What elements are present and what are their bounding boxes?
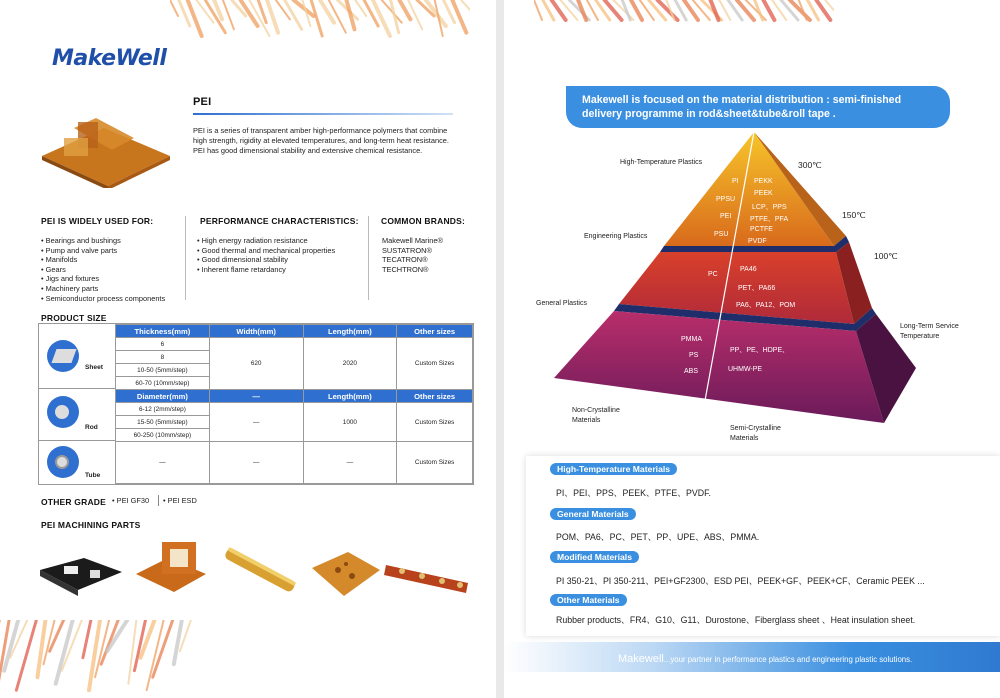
label-line: Non-Crystalline: [572, 407, 620, 414]
pyramid-item: PEI: [720, 213, 732, 220]
right-page: [504, 0, 1000, 698]
column-divider: [368, 216, 369, 300]
materials-text: PI、PEI、PPS、PEEK、PTFE、PVDF.: [556, 488, 711, 498]
decorative-rays-top-left: [170, 0, 470, 40]
amber-plate-image: [308, 548, 384, 604]
pyramid-item: PA6、PA12、POM: [736, 302, 796, 309]
list-item: TECHTRON®: [382, 264, 429, 274]
pyramid-item: PI: [732, 178, 739, 185]
list-item: • Good dimensional stability: [197, 255, 288, 265]
col-diameter: Diameter(mm): [116, 390, 210, 403]
footer-text: [618, 649, 912, 667]
title-underline: [193, 113, 453, 115]
list-item: • Manifolds: [41, 255, 78, 265]
product-size-heading: PRODUCT SIZE: [41, 313, 107, 323]
pyramid-item: PMMA: [681, 336, 702, 343]
pyramid-item: PP、PE、HDPE、: [730, 347, 790, 354]
temp-100: 100℃: [874, 251, 898, 261]
uses-heading: PEI IS WIDELY USED FOR:: [41, 216, 154, 226]
tube-label: Tube: [85, 472, 101, 479]
materials-label: Modified Materials: [550, 551, 639, 563]
pyramid-item: PSU: [714, 231, 729, 238]
performance-heading: PERFORMANCE CHARACTERISTICS:: [200, 216, 359, 226]
table-cell: 6: [116, 338, 210, 351]
brands-list: [382, 236, 443, 274]
col-other: Other sizes: [397, 390, 473, 403]
pyramid-top-tier: [664, 132, 834, 246]
list-item: • High energy radiation resistance: [197, 236, 308, 245]
column-divider: [185, 216, 186, 300]
table-cell: 8: [116, 351, 210, 364]
left-page: [0, 0, 496, 698]
axis-label-line: Long-Term Service: [900, 323, 959, 330]
table-cell: —: [116, 442, 210, 484]
makewell-logo: MakeWell: [52, 46, 167, 71]
intro-paragraph-1: PEI is a series of transparent amber high-performance polymers that combine high strength, rigidity at elevated temperatures, and long-term heat resistance.: [193, 126, 449, 145]
table-cell: —: [303, 442, 397, 484]
intro-text: [193, 126, 458, 156]
sheet-label: Sheet: [85, 364, 103, 371]
machining-heading: PEI MACHINING PARTS: [41, 520, 141, 530]
label-semi-crystalline: [730, 424, 781, 444]
pyramid-item: PC: [708, 271, 718, 278]
sheet-cell: [39, 324, 116, 389]
col-length: Length(mm): [303, 390, 397, 403]
pyramid-item: PTFE、PFA: [750, 216, 789, 223]
footer-bar: [504, 642, 1000, 672]
banner-line-2: delivery programme in rod&sheet&tube&roll tape .: [582, 108, 836, 120]
label-line: Semi-Crystalline: [730, 425, 781, 432]
materials-text: Rubber products、FR4、G10、G11、Durostone、Fiberglass sheet 、Heat insulation sheet.: [556, 615, 916, 625]
tube-cell: [39, 440, 116, 484]
col-thickness: Thickness(mm): [116, 325, 210, 338]
axis-label-service-temperature: [900, 322, 959, 342]
materials-text: POM、PA6、PC、PET、PP、UPE、ABS、PMMA.: [556, 532, 760, 542]
decorative-rays-top-right: [534, 0, 834, 50]
label-line: Materials: [730, 435, 759, 442]
table-cell: —: [209, 403, 303, 442]
pyramid-item: ABS: [684, 368, 699, 375]
footer-tagline: ...your partner in performance plastics and engineering plastic solutions.: [663, 655, 913, 664]
grade-divider: [158, 495, 159, 506]
materials-text: PI 350-21、PI 350-211、PEI+GF2300、ESD PEI、PEEK+GF、PEEK+CF、Ceramic PEEK ...: [556, 576, 925, 586]
temp-300: 300℃: [798, 160, 822, 170]
table-cell: 10-50 (5mm/step): [116, 364, 210, 377]
intro-paragraph-2: PEI has good dimensional stability and extensive chemical resistance.: [193, 146, 423, 155]
amber-pin-image: [218, 545, 302, 595]
pyramid-item: PCTFE: [750, 226, 773, 233]
table-cell: —: [209, 442, 303, 484]
banner-text: [582, 93, 952, 121]
page-title: PEI: [193, 96, 212, 108]
pyramid-item: PPSU: [716, 196, 736, 203]
uses-list: [41, 236, 165, 303]
sheet-icon: [47, 340, 79, 372]
list-item: • Jigs and fixtures: [41, 274, 100, 284]
list-item: SUSTATRON®: [382, 245, 432, 255]
banner: [566, 86, 950, 128]
table-cell: Custom Sizes: [397, 442, 473, 484]
list-item: Makewell Marine®: [382, 236, 443, 245]
performance-list: [197, 236, 335, 274]
axis-label-line: Temperature: [900, 333, 940, 340]
list-item: TECATRON®: [382, 255, 428, 265]
table-cell: 60-70 (10mm/step): [116, 377, 210, 390]
list-item: • Inherent flame retardancy: [197, 264, 286, 274]
col-dash: —: [209, 390, 303, 403]
label-line: Materials: [572, 417, 601, 424]
product-size-table: [38, 323, 474, 485]
table-cell: Custom Sizes: [397, 338, 473, 390]
brands-heading: COMMON BRANDS:: [381, 216, 466, 226]
list-item: • Pump and valve parts: [41, 245, 118, 255]
table-cell: 2020: [303, 338, 397, 390]
pyramid-item: PEKK: [754, 178, 773, 185]
tube-icon: [47, 446, 79, 478]
col-length: Length(mm): [303, 325, 397, 338]
other-grade-item: • PEI GF30: [112, 496, 150, 505]
pyramid-item: PEEK: [754, 190, 773, 197]
amber-frame-image: [128, 540, 210, 598]
tier-label-general: General Plastics: [536, 300, 587, 307]
page-gutter: [496, 0, 504, 698]
list-item: • Machinery parts: [41, 283, 99, 293]
black-part-image: [34, 550, 126, 598]
pyramid-item: PVDF: [748, 238, 767, 245]
materials-label: High-Temperature Materials: [550, 463, 677, 475]
materials-label: General Materials: [550, 508, 636, 520]
banner-line-1: Makewell is focused on the material distribution : semi-finished: [582, 94, 902, 106]
materials-panel: [526, 456, 1000, 636]
label-non-crystalline: [572, 406, 620, 426]
list-item: • Good thermal and mechanical properties: [197, 245, 336, 255]
list-item: • Semiconductor process components: [41, 293, 166, 303]
temp-150: 150℃: [842, 210, 866, 220]
pyramid-item: PA46: [740, 266, 757, 273]
other-grade-heading: OTHER GRADE: [41, 497, 107, 507]
materials-label: Other Materials: [550, 594, 627, 606]
pyramid-item: PS: [689, 352, 699, 359]
list-item: • Gears: [41, 264, 66, 274]
table-cell: 6-12 (2mm/step): [116, 403, 210, 416]
col-other: Other sizes: [397, 325, 473, 338]
table-cell: 620: [209, 338, 303, 390]
size-grid: [115, 324, 473, 484]
pei-sheet-image: [34, 108, 174, 188]
table-cell: 1000: [303, 403, 397, 442]
table-cell: 15-50 (5mm/step): [116, 416, 210, 429]
rod-icon: [47, 396, 79, 428]
table-cell: 60-250 (10mm/step): [116, 429, 210, 442]
list-item: • Bearings and bushings: [41, 236, 121, 245]
pyramid-item: UHMW-PE: [728, 366, 763, 373]
amber-strip-image: [382, 555, 474, 599]
footer-brand: Makewell: [618, 653, 664, 665]
rod-label: Rod: [85, 424, 98, 431]
rod-cell: [39, 388, 116, 441]
tier-label-high: High-Temperature Plastics: [620, 159, 703, 166]
table-cell: Custom Sizes: [397, 403, 473, 442]
pyramid-item: LCP、PPS: [752, 204, 787, 211]
other-grade-item: • PEI ESD: [163, 496, 197, 505]
decorative-rays-bottom-left: [0, 620, 200, 698]
tier-label-engineering: Engineering Plastics: [584, 233, 648, 240]
col-width: Width(mm): [209, 325, 303, 338]
pyramid-item: PET、PA66: [738, 285, 776, 292]
